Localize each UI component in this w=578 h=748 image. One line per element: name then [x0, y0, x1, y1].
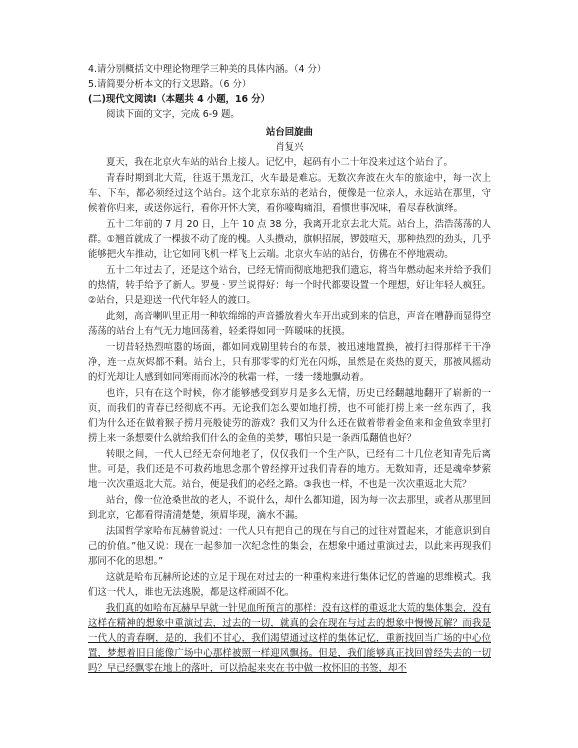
article-paragraph: 五十二年前的 7 月 20 日，上午 10 点 38 分，我离开北京去北大荒。站台上，浩浩荡荡的人群。①翘首就成了一棵拔不动了庞的槐。人头攒动，旗帜招展，锣鼓喧天，那种热烈的劲头，几乎能够把火车推动，让它如同飞机一样飞上云端。北京火车站的站台，仿佛在不停地震动。 [88, 219, 491, 260]
article-paragraph: 转眼之间，一代人已经无奈何地老了，仅仅我们一个生产队，已经有二十几位老知青先后离世。可是，我们还是不可救药地思念那个曾经撑开过我们青春的地方。无数知青，还是魂牵梦萦地一次次重返北大荒。站台，便是我们的必经之路。③我也一样，不也是一次次重返北大荒？ [88, 449, 491, 490]
article-title: 站台回旋曲 [266, 127, 313, 138]
article-paragraph: 青春时期到北大荒，往返于黑龙江，火车最是难忘。无数次奔波在火车的旅途中，每一次上车、下车，都必须经过这个站台。这个北京东站的老站台，便像是一位亲人，永远站在那里，守候着你归来，或送你远行，看你开怀大笑，看你嚎啕痛泪，看惯世事况味，看尽春秋演绎。 [88, 173, 491, 214]
article-paragraph: 我们真的如哈布瓦赫早早就一针见血所预言的那样：没有这样的重返北大荒的集体集会，没有这样在精神的想象中重演过去，过去的一切，就真的会在现在与过去的想象中慢慢瓦解？而我是一代人的青春啊，是的，我们不甘心，我们渴望通过这样的集体记忆，重新找回当广场的中心位置，梦想着旧日能像广场中心那样被照一样迎风飘扬。但是，我们能够真正找回曾经失去的一切吗？早已经飘零在地上的落叶，可以拾起来夹在书中做一枚怀旧的书签，却不 [88, 603, 491, 674]
document-page [88, 62, 491, 677]
section-heading: (二)现代文阅读Ⅰ（本题共 4 小题，16 分） [88, 94, 271, 105]
question-5: 5.请简要分析本文的行文思路。（6 分） [88, 79, 252, 90]
article-paragraph: 一切昔轻热烈喧嚣的场面，都如同戏剧里转台的布景，被迅速地置换，被打扫得那样干干净净，连一点灰烬都不剩。站台上，只有那零零的灯光在闪烁，虽然是在炎热的夏天，那被风摇动的灯光却让人感到如同寒雨而冰冷的秋霜一样，一缕一缕地飘动着。 [88, 342, 491, 383]
section-instruction: 阅读下面的文字，完成 6-9 题。 [106, 109, 240, 120]
article-paragraph: 这就是哈布瓦赫所论述的立足于现在对过去的一种重构来进行集体记忆的普遍的思维模式。我们这一代人，谁也无法逃脱，都是这样顽固不化。 [88, 572, 491, 598]
article-paragraph: 夏天，我在北京火车站的站台上接人。记忆中，起码有小二十年没来过这个站台了。 [106, 157, 453, 168]
article-paragraph: 法国哲学家哈布瓦赫曾说过：一代人只有把自己的现在与自己的过往对置起来，才能意识到自己的价值。”他又说：现在一起参加一次纪念性的集会，在想象中通过重演过去，以此来再现我们那同不化的思想。” [88, 526, 491, 567]
article-paragraph: 此刻，高音喇叭里正用一种软绵绵的声音播放着火车开出或到来的信息，声音在嘈静而显得空荡荡的站台上有气无力地回荡着，轻柔得如同一阵暖味的抚摸。 [88, 311, 491, 337]
article-author: 肖复兴 [275, 142, 304, 153]
article-paragraph: 也许，只有在这个时候，你才能够感受到岁月是多么无情，历史已经翻越地翻开了崭新的一页，而我们的青春已经彻底不再。无论我们怎么要如地打捞，也不可能打捞上来一丝东西了，我们为什么还在做着猴子捞月亮般徒劳的游戏？我们又为什么还在做着带着金鱼来和金鱼致幸里打捞上来一条想要什么就给我们什么的金鱼的美梦，哪怕只是一条西瓜翻值也好？ [88, 388, 491, 444]
question-4: 4.请分别概括文中理论物理学三种美的具体内涵。（4 分） [88, 64, 327, 75]
article-paragraph: 站台，像一位沧桑世故的老人，不说什么，却什么都知道，因为每一次去那里，或者从那里回到北京，它都看得清清楚楚，须眉毕现，滴水不漏。 [88, 495, 491, 521]
article-paragraph: 五十二年过去了，还是这个站台，已经无情而彻底地把我们遗忘，将当年燃动起来并给予我们的热情，转手给予了新人。罗曼 · 罗兰说得好：每一个时代都要设置一个理想，好让年轻人疯狂。②站台，只是迎送一代代年轻人的渡口。 [88, 265, 491, 306]
